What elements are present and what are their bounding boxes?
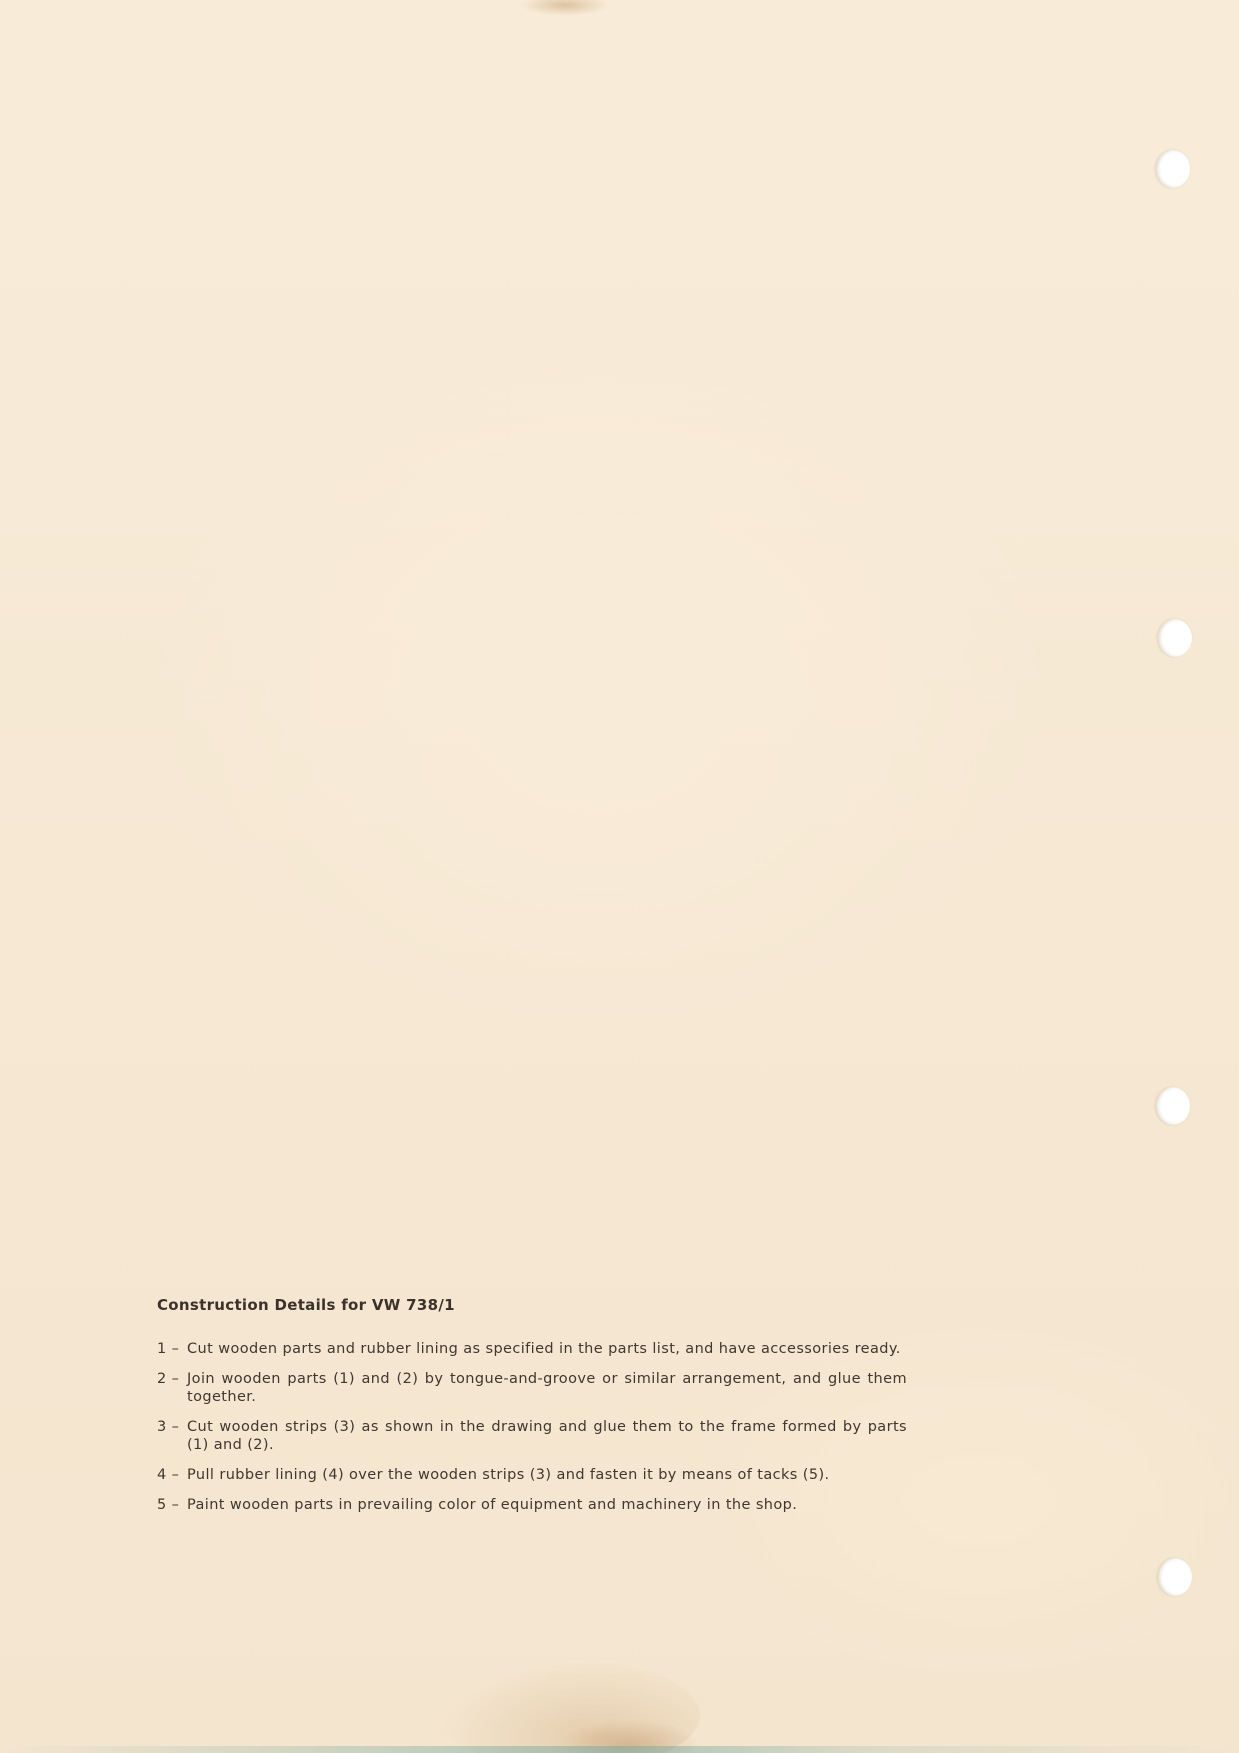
step-number: 4 –: [157, 1467, 180, 1483]
binder-hole: [1158, 1558, 1192, 1596]
step-text: Pull rubber lining (4) over the wooden strips (3) and fasten it by means of tacks (5).: [187, 1467, 830, 1483]
steps-list: [157, 1340, 907, 1514]
step-text: Join wooden parts (1) and (2) by tongue-and-groove or similar arrangement, and glue them together.: [187, 1371, 907, 1405]
paper-stain: [520, 0, 610, 16]
step-item: [157, 1340, 907, 1358]
step-number: 1 –: [157, 1341, 180, 1357]
binder-hole: [1156, 150, 1190, 188]
step-text: Cut wooden parts and rubber lining as specified in the parts list, and have accessories ready.: [187, 1341, 901, 1357]
binder-hole: [1158, 619, 1192, 657]
step-number: 5 –: [157, 1497, 180, 1513]
construction-details: [157, 1296, 907, 1526]
step-number: 2 –: [157, 1371, 180, 1387]
step-item: [157, 1370, 907, 1406]
section-heading: Construction Details for VW 738/1: [157, 1296, 455, 1314]
paper-edge: [0, 1746, 1239, 1753]
step-item: [157, 1496, 907, 1514]
binder-hole: [1156, 1087, 1190, 1125]
step-text: Paint wooden parts in prevailing color of equipment and machinery in the shop.: [187, 1497, 798, 1513]
step-item: [157, 1466, 907, 1484]
step-text: Cut wooden strips (3) as shown in the drawing and glue them to the frame formed by parts (1) and (2).: [187, 1419, 907, 1453]
step-number: 3 –: [157, 1419, 180, 1435]
step-item: [157, 1418, 907, 1454]
